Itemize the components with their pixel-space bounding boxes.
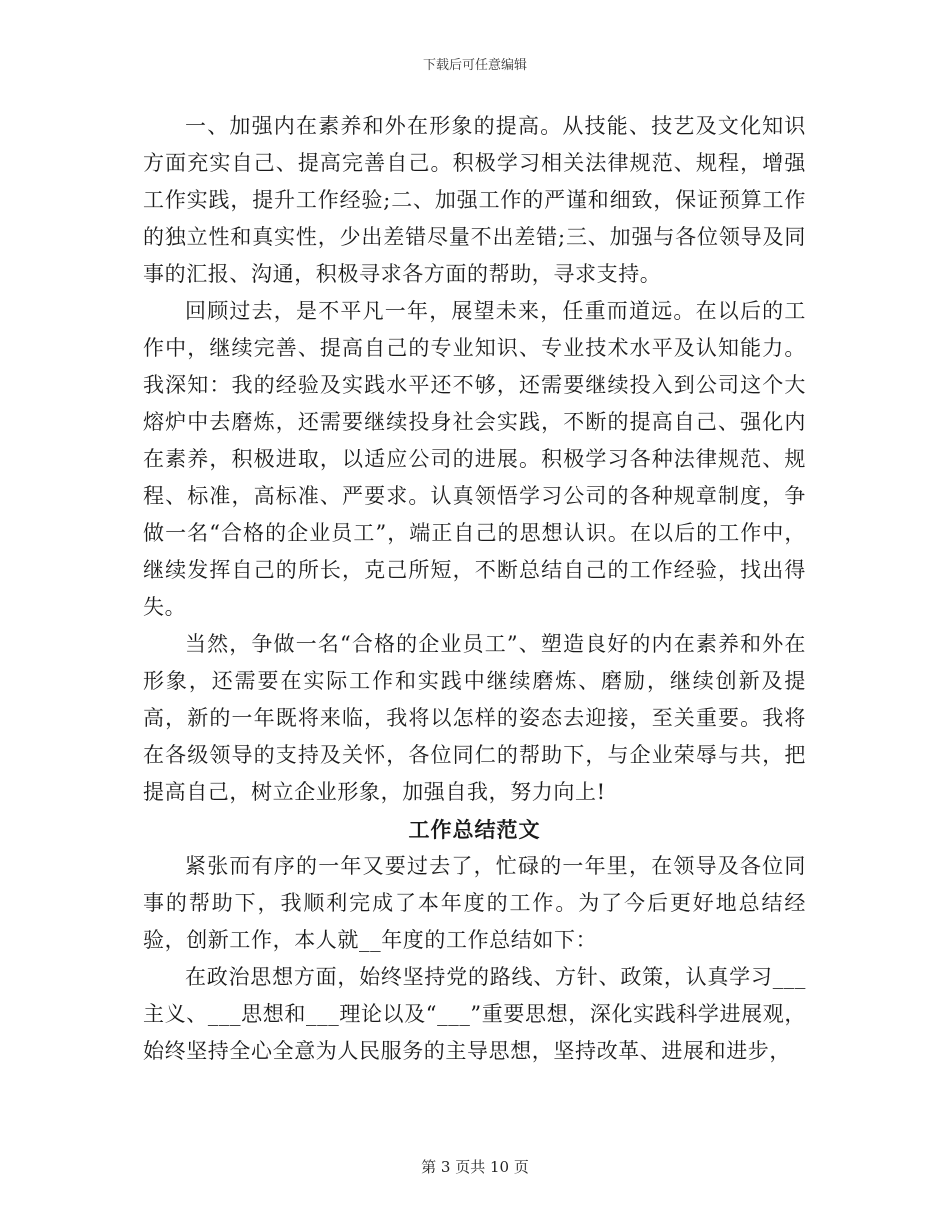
paragraph-2: 回顾过去，是不平凡一年，展望未来，任重而道远。在以后的工作中，继续完善、提高自己的专业知识、专业技术水平及认知能力。我深知：我的经验及实践水平还不够，还需要继续投入到公司这个大熔炉中去磨炼，还需要继续投身社会实践，不断的提高自己、强化内在素养，积极进取，以适应公司的进展。积极学习各种法律规范、规程、标准，高标准、严要求。认真领悟学习公司的各种规章制度，争做一名“合格的企业员工”，端正自己的思想认识。在以后的工作中，继续发挥自己的所长，克己所短，不断总结自己的工作经验，找出得失。 — [143, 299, 806, 619]
paragraph-5: 在政治思想方面，始终坚持党的路线、方针、政策，认真学习___主义、___思想和___理论以及“___”重要思想，深化实践科学进展观，始终坚持全心全意为人民服务的主导思想，坚持改革、进展和进步， — [143, 965, 806, 1063]
page-header: 下载后可任意编辑 — [422, 58, 527, 73]
paragraph-3: 当然，争做一名“合格的企业员工”、塑造良好的内在素养和外在形象，还需要在实际工作和实践中继续磨炼、磨励，继续创新及提高，新的一年既将来临，我将以怎样的姿态去迎接，至关重要。我将在各级领导的支持及关怀，各位同仁的帮助下，与企业荣辱与共，把提高自己，树立企业形象，加强自我，努力向上! — [143, 632, 806, 804]
page-number: 第 3 页共 10 页 — [421, 1158, 529, 1176]
paragraph-4: 紧张而有序的一年又要过去了，忙碌的一年里，在领导及各位同事的帮助下，我顺利完成了本年度的工作。为了今后更好地总结经验，创新工作，本人就__年度的工作总结如下： — [143, 854, 806, 952]
paragraph-1: 一、加强内在素养和外在形象的提高。从技能、技艺及文化知识方面充实自己、提高完善自己。积极学习相关法律规范、规程，增强工作实践，提升工作经验;二、加强工作的严谨和细致，保证预算工作的独立性和真实性，少出差错尽量不出差错;三、加强与各位领导及同事的汇报、沟通，积极寻求各方面的帮助，寻求支持。 — [143, 114, 806, 286]
section-title: 工作总结范文 — [408, 817, 541, 842]
document-body — [143, 108, 806, 1070]
